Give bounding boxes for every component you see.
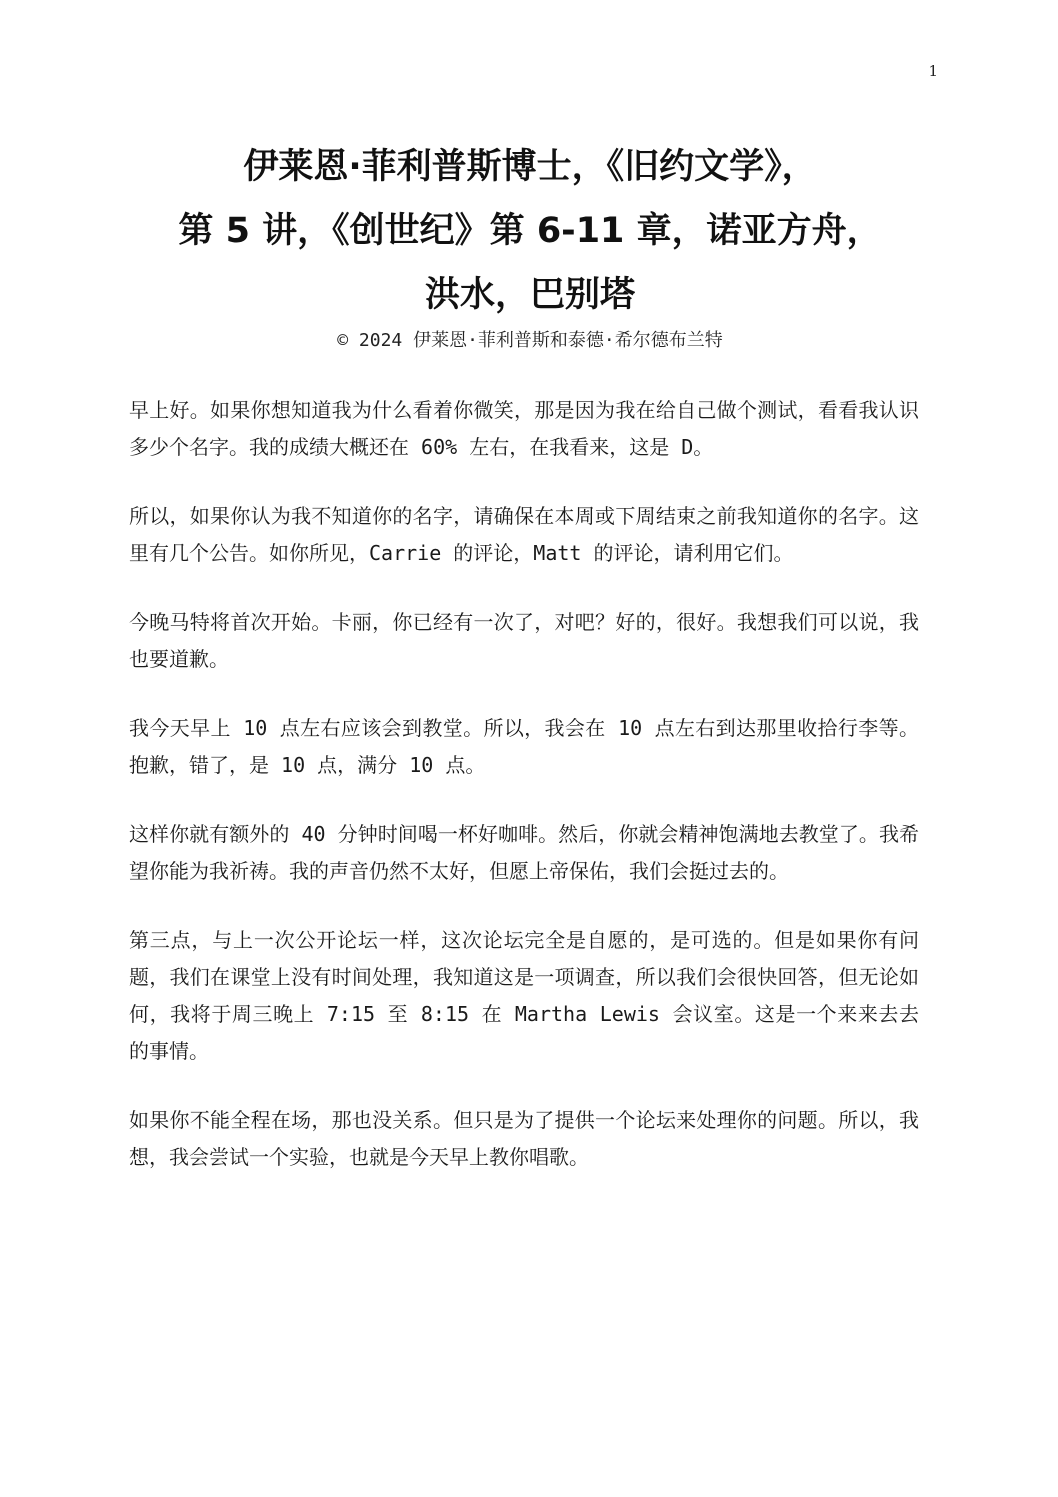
title-line-3: 洪水，巴别塔 bbox=[424, 275, 635, 315]
transcript-body bbox=[129, 392, 919, 1208]
paragraph-2: 所以，如果你认为我不知道你的名字，请确保在本周或下周结束之前我知道你的名字。这里有几个公告。如你所见，Carrie 的评论，Matt 的评论，请利用它们。 bbox=[129, 504, 919, 565]
paragraph-1: 早上好。如果你想知道我为什么看着你微笑，那是因为我在给自己做个测试，看看我认识多少个名字。我的成绩大概还在 60% 左右，在我看来，这是 D。 bbox=[129, 398, 919, 459]
paragraph-6: 第三点，与上一次公开论坛一样，这次论坛完全是自愿的，是可选的。但是如果你有问题，我们在课堂上没有时间处理，我知道这是一项调查，所以我们会很快回答，但无论如何，我将于周三晚上 7:15 至 8:15 在 Martha Lewis 会议室。这是一个来来去去的事情。 bbox=[129, 928, 919, 1063]
paragraph-7: 如果你不能全程在场，那也没关系。但只是为了提供一个论坛来处理你的问题。所以，我想，我会尝试一个实验，也就是今天早上教你唱歌。 bbox=[129, 1108, 919, 1169]
title-line-2: 第 5 讲，《创世纪》第 6-11 章，诺亚方舟， bbox=[178, 211, 882, 251]
title-line-1: 伊莱恩·菲利普斯博士，《旧约文学》， bbox=[243, 147, 817, 187]
paragraph-5: 这样你就有额外的 40 分钟时间喝一杯好咖啡。然后，你就会精神饱满地去教堂了。我希望你能为我祈祷。我的声音仍然不太好，但愿上帝保佑，我们会挺过去的。 bbox=[129, 822, 919, 883]
paragraph-3: 今晚马特将首次开始。卡丽，你已经有一次了，对吧？好的，很好。我想我们可以说，我也要道歉。 bbox=[129, 610, 919, 671]
paragraph-4: 我今天早上 10 点左右应该会到教堂。所以，我会在 10 点左右到达那里收拾行李等。抱歉，错了，是 10 点，满分 10 点。 bbox=[129, 716, 919, 777]
copyright-notice: © 2024 伊莱恩·菲利普斯和泰德·希尔德布兰特 bbox=[337, 330, 723, 351]
page-number: 1 bbox=[928, 62, 938, 80]
page-title bbox=[80, 135, 980, 327]
